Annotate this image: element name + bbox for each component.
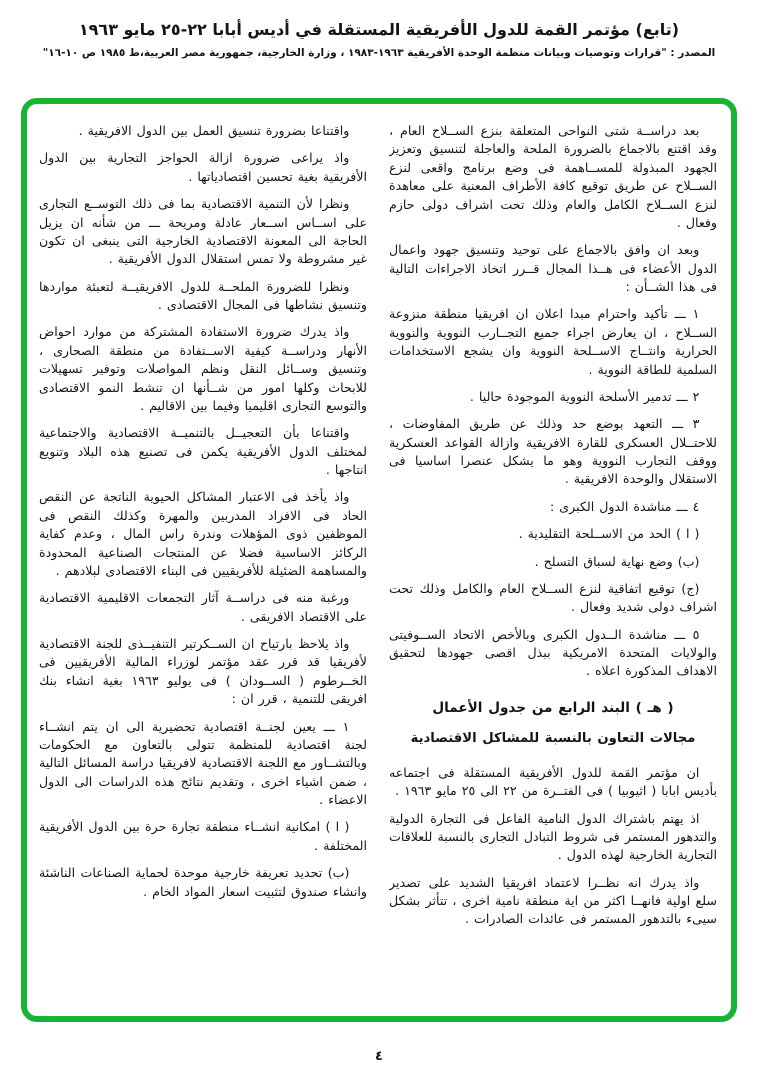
paragraph: ٥ ـــ مناشدة الــدول الكبرى وبالأخص الاتحاد الســوفيتى والولايات المتحدة الامريكية ببذل اقصى جهودها لتحقيق الاهداف المذكورة اعلاه . [389, 626, 717, 679]
paragraph: (ب) تحديد تعريفة خارجية موحدة لحماية الصناعات الناشئة وانشاء صندوق لتثبيت اسعار المواد الخام . [39, 865, 367, 899]
left-column [39, 122, 367, 1008]
paragraph: واذ يأخذ فى الاعتبار المشاكل الحيوية الناتجة عن النقص الحاد فى الافراد المدربين والمهرة وكذلك النقص فى الموظفين ذوى المؤهلات وندرة راس المال ، وعدم كفاية الركائز الاساسية فضلا عن المنتجات الصناعية المحدودة والمساهمة الضئيلة للأفريقيين فى البناء الاقتصادى لبلادهم . [39, 489, 367, 578]
section-subheading: مجالات التعاون بالنسبة للمشاكل الاقتصادية [410, 730, 696, 746]
paragraph: واذ يدرك ضرورة الاستفادة المشتركة من موارد احواض الأنهار ودراســة كيفية الاســتفادة من منطقة الصحارى ، وتنسيق وســائل النقل ونظم المواصلات وتوفير تسهيلات للابحاث وكلها امور من شــأنها ان تنشط النمو الاقتصادى والتوسع التجارى اقليميا وفيما بين الاقاليم . [39, 324, 367, 413]
content-border-box [21, 98, 737, 1022]
paragraph: ٤ ـــ مناشدة الدول الكبرى : [550, 498, 700, 514]
paragraph: ( ا ) امكانية انشــاء منطقة تجارة حرة بين الدول الأفريقية المختلفة . [39, 819, 367, 853]
section-heading: ( هـ ) البند الرابع من جدول الأعمال [432, 699, 674, 716]
paragraph: (ب) وضع نهاية لسباق التسلح . [534, 553, 700, 569]
paragraph: ( ا ) الحد من الاســلحة التقليدية . [518, 526, 700, 542]
page-header [0, 20, 758, 59]
paragraph: ١ ـــ يعين لجنــة اقتصادية تحضيرية الى ان يتم انشــاء لجنة اقتصادية للمنظمة تتولى بالتعاون مع الحكومات وبالتشــاور مع اللجنة الاقتصادية لافريقيا دراسة المسائل التالية ، ضمن اشياء اخرى ، وتقديم نتائج هذه الدراسات الى الدول الاعضاء . [39, 718, 367, 807]
paragraph: واذ يراعى ضرورة ازالة الحواجز التجارية بين الدول الأفريقية بغية تحسين اقتصادياتها . [39, 150, 367, 184]
paragraph: ونظرا لأن التنمية الاقتصادية بما فى ذلك التوســع التجارى على اســاس اســعار عادلة ومريحة ـــ من شأنه ان يزيل الحاجة الى المعونة الاقتصادية الخارجية التى ينبغى ان تكون غير مشروطة ولا تمس استقلال الدول الأفريقية . [39, 196, 367, 267]
paragraph: ٣ ـــ التعهد بوضع حد وذلك عن طريق المفاوضات ، للاحتــلال العسكرى للقارة الافريقية وازالة القواعد العسكرية ووقف التجارب النووية وهو ما يشكل عنصرا اساسيا فى الاستقلال والوحدة الافريقية . [389, 416, 717, 487]
two-column-layout [39, 122, 717, 1008]
paragraph: وبعد ان وافق بالاجماع على توحيد وتنسيق جهود واعمال الدول الأعضاء فى هــذا المجال قــرر اتخاذ الاجراءات التالية فى هذا الشــأن : [389, 242, 717, 294]
paragraph: (ج) توقيع اتفاقية لنزع الســلاح العام والكامل وذلك تحت اشراف دولى شديد وفعال . [389, 580, 717, 615]
paragraph: ١ ـــ تأكيد واحترام مبدا اعلان ان افريقيا منطقة منزوعة الســلاح ، ان يعارض اجراء جميع التجــارب النووية والنووية الحرارية وانتــاج الاســلحة النووية وان يشجع الاستخدامات السلمية للطاقة النووية . [389, 306, 717, 377]
paragraph: واقتناعا بأن التعجيــل بالتنميــة الاقتصادية والاجتماعية لمختلف الدول الأفريقية يكمن فى تصنيع هذه البلاد وتنويع انتاجها . [39, 425, 367, 477]
page-title: (تابع) مؤتمر القمة للدول الأفريقية المستقلة في أديس أبابا ٢٢-٢٥ مايو ١٩٦٣ [78, 20, 680, 39]
page-number: ٤ [375, 1049, 383, 1064]
paragraph: واقتناعا بضرورة تنسيق العمل بين الدول الافريقية . [78, 123, 350, 138]
paragraph: واذ يدرك انه نظــرا لاعتماد افريقيا الشديد على تصدير سلع اولية فانهــا اكثر من اية منطقة نامية اخرى ، تتأثر بشكل سيىء بالتدهور المستمر فى عائدات الصادرات . [389, 874, 717, 927]
page-footer [0, 1049, 758, 1064]
paragraph: ٢ ـــ تدمير الأسلحة النووية الموجودة حاليا . [469, 388, 700, 404]
paragraph: ان مؤتمر القمة للدول الأفريقية المستقلة فى اجتماعه بأديس ابابا ( اثيوبيا ) فى الفتــرة من ٢٢ الى ٢٥ مايو ١٩٦٣ . [389, 764, 717, 799]
paragraph: ورغبة منه فى دراســة آثار التجمعات الاقليمية الاقتصادية على الاقتصاد الافريقى . [39, 590, 367, 624]
right-column [389, 122, 717, 1008]
source-citation: المصدر : "قرارات وتوصيات وبيانات منظمة الوحدة الأفريقية ١٩٦٣-١٩٨٣ ، وزارة الخارجية، جمهورية مصر العربية،ط ١٩٨٥ ص ١٠-١٦" [42, 47, 716, 59]
paragraph: ونظرا للضرورة الملحــة للدول الافريقيــة لتعبئة مواردها وتنسيق نشاطها فى المجال الاقتصادى . [39, 278, 367, 312]
paragraph: اذ يهتم باشتراك الدول النامية الفاعل فى التجارة الدولية والتدهور المستمر فى شروط التبادل التجارى بالنسبة للعلاقات التجارية الخارجية لهذه الدول . [389, 810, 717, 863]
paragraph: بعد دراســة شتى النواحى المتعلقة بنزع الســلاح العام ، وقد اقتنع بالاجماع بالضرورة الملحة والعاجلة لتنسيق وتعزيز الجهود المبذولة للمســاهمة فى وضع برنامج واقعى لنزع الســلاح عن طريق توقيع كافة الأطراف المعنية على معاهدة لنزع الســلاح الكامل والعام وذلك تحت اشراف دولى حازم وفعال . [389, 123, 717, 230]
paragraph: واذ يلاحظ بارتياح ان الســكرتير التنفيــذى للجنة الاقتصادية لأفريقيا قد قرر عقد مؤتمر لوزراء المالية الأفريقيين فى الخــرطوم ( الســودان ) فى يوليو ١٩٦٣ بغية انشاء بنك افريقى للتنمية ، قرر ان : [39, 636, 367, 707]
